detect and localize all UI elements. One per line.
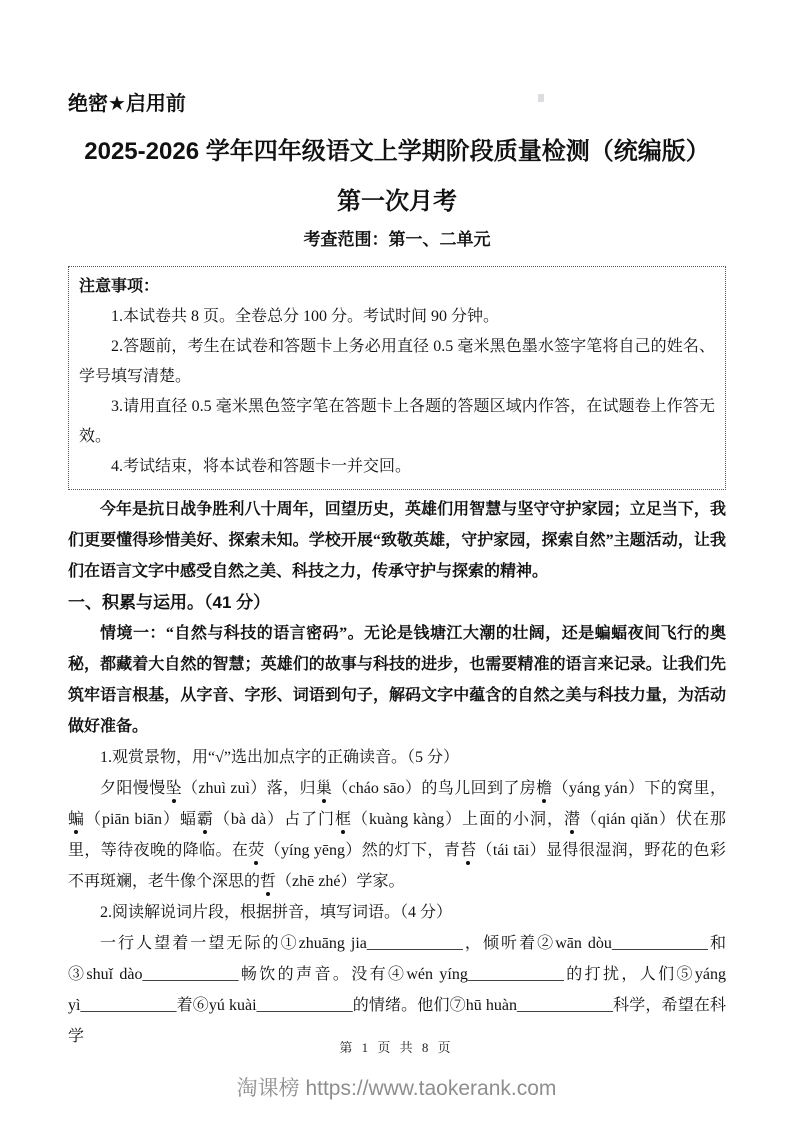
passage-text: （cháo sāo）的鸟儿回到了房 (332, 780, 537, 797)
question-2-stem: 2.阅读解说词片段，根据拼音，填写词语。（4 分） (100, 904, 453, 921)
dotted-character: 潜 (563, 811, 581, 828)
passage-text: （zhē zhé）学家。 (276, 873, 405, 890)
dotted-character: 檐 (536, 780, 553, 797)
notice-item: 1.本试卷共 8 页。全卷总分 100 分。考试时间 90 分钟。 (111, 308, 500, 325)
section-one-heading: 一、积累与运用。（41 分） (68, 593, 271, 612)
secrecy-label: 绝密★启用前 (68, 93, 186, 115)
dotted-character: 哲 (260, 873, 277, 890)
notice-item: 4.考试结束，将本试卷和答题卡一并交回。 (111, 458, 412, 475)
notice-item: 2.答题前，考生在试卷和答题卡上务必用直径 0.5 毫米黑色墨水签字笔将自己的姓名、学号填写清楚。 (79, 338, 715, 385)
exam-title: 2025-2026 学年四年级语文上学期阶段质量检测（统编版） (84, 138, 710, 165)
question-1-stem: 1.观赏景物，用“√”选出加点字的正确读音。（5 分） (100, 749, 459, 766)
question-2-passage: 一行人望着一望无际的①zhuāng jia____________，倾听着②wān dòu____________和③shuǐ dào____________畅饮的声音。没有④wén yíng____________的打扰，人们⑤yáng yì____________着⑥yú kuài____________的情绪。他们⑦hū huàn____________科学，希望在科学 (68, 935, 726, 1045)
question-1-passage (68, 773, 726, 897)
passage-text: （qián qiǎn）伏在那里，等待夜晚的降临。在 (68, 811, 726, 859)
exam-scope: 考查范围：第一、二单元 (303, 230, 491, 249)
dotted-character: 坠 (165, 780, 182, 797)
page-number-indicator: 第 1 页 共 8 页 (339, 1040, 454, 1055)
site-watermark: 淘课榜 https://www.taokerank.com (236, 1077, 557, 1100)
scan-artifact-mark (538, 94, 544, 102)
notice-item: 3.请用直径 0.5 毫米黑色签字笔在答题卡上各题的答题区域内作答，在试题卷上作答无效。 (79, 398, 715, 445)
passage-text: （bà dà）占了门 (213, 811, 335, 828)
exam-session-title: 第一次月考 (337, 188, 457, 215)
dotted-character: 框 (335, 811, 352, 828)
passage-text: （kuàng kàng）上面的小洞， (351, 811, 564, 828)
dotted-character: 霸 (196, 811, 214, 828)
passage-text: （yíng yēng）然的灯下，青 (264, 842, 461, 859)
dotted-character: 苔 (460, 842, 477, 859)
dotted-character: 巢 (315, 780, 333, 797)
passage-text: （yáng yán）下的窝里， (552, 780, 726, 797)
dotted-character: 荧 (248, 842, 265, 859)
passage-text: （piān biān）蝠 (84, 811, 197, 828)
passage-text: 夕阳慢慢 (100, 780, 166, 797)
passage-text: （tái tāi）显得很湿润，野花的色彩不再斑斓，老牛像个深思的 (68, 842, 726, 890)
passage-text: （zhuì zuì）落，归 (182, 780, 316, 797)
exam-intro-paragraph: 今年是抗日战争胜利八十周年，回望历史，英雄们用智慧与坚守守护家园；立足当下，我们更要懂得珍惜美好、探索未知。学校开展“致敬英雄，守护家园，探索自然”主题活动，让我们在语言文字中感受自然之美、科技之力，传承守护与探索的精神。 (68, 501, 726, 580)
notice-box (68, 266, 726, 490)
notice-heading: 注意事项： (79, 278, 160, 295)
scenario-one-paragraph: 情境一：“自然与科技的语言密码”。无论是钱塘江大潮的壮阔，还是蝙蝠夜间飞行的奥秘，都藏着大自然的智慧；英雄们的故事与科技的进步，也需要精准的语言来记录。让我们先筑牢语言根基，从字音、字形、词语到句子，解码文字中蕴含的自然之美与科技力量，为活动做好准备。 (68, 625, 726, 735)
dotted-character: 蝙 (68, 811, 85, 828)
